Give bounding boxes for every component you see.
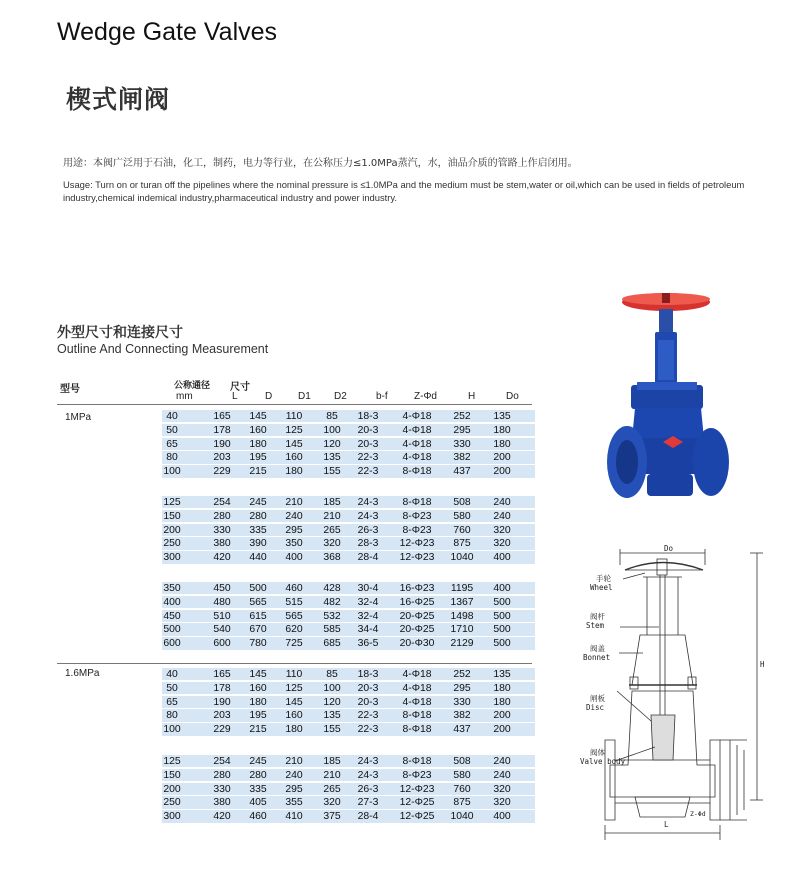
dim-label-h: H xyxy=(760,660,765,669)
table-block xyxy=(165,755,535,824)
table-cell: 245 xyxy=(249,756,267,767)
table-cell: 125 xyxy=(163,756,181,767)
table-cell: 18-3 xyxy=(357,669,379,680)
table-cell: 203 xyxy=(213,710,231,722)
table-cell: 350 xyxy=(285,538,303,550)
table-cell: 185 xyxy=(323,497,341,508)
table-cell: 440 xyxy=(249,552,267,564)
table-cell: 135 xyxy=(493,669,511,680)
table-cell: 8-Φ18 xyxy=(402,710,432,722)
table-cell: 120 xyxy=(323,438,341,450)
table-cell: 203 xyxy=(213,452,231,464)
col-header-2: D1 xyxy=(298,391,311,402)
table-cell: 515 xyxy=(285,596,303,608)
table-cell: 540 xyxy=(213,624,231,636)
table-row xyxy=(165,610,535,624)
table-cell: 368 xyxy=(323,552,341,564)
table-cell: 195 xyxy=(249,452,267,464)
table-row xyxy=(165,551,535,565)
table-cell: 200 xyxy=(163,524,181,536)
label-body-cn: 阀体 xyxy=(590,748,605,757)
table-cell: 190 xyxy=(213,438,231,450)
table-cell: 265 xyxy=(323,783,341,795)
table-cell: 4-Φ18 xyxy=(402,696,432,708)
table-cell: 180 xyxy=(285,466,303,478)
table-cell: 320 xyxy=(323,797,341,809)
col-header-model: 型号 xyxy=(60,384,80,395)
table-cell: 8-Φ18 xyxy=(402,466,432,478)
group-divider xyxy=(57,663,532,664)
table-cell: 508 xyxy=(453,756,471,767)
table-cell: 20-Φ25 xyxy=(399,624,435,636)
table-cell: 335 xyxy=(249,524,267,536)
table-cell: 22-3 xyxy=(357,724,379,736)
table-cell: 508 xyxy=(453,497,471,508)
table-cell: 110 xyxy=(285,669,303,680)
table-cell: 280 xyxy=(213,510,231,522)
table-cell: 335 xyxy=(249,783,267,795)
table-cell: 200 xyxy=(163,783,181,795)
table-cell: 200 xyxy=(493,466,511,478)
table-cell: 380 xyxy=(213,797,231,809)
table-cell: 760 xyxy=(453,524,471,536)
table-cell: 8-Φ18 xyxy=(402,724,432,736)
table-cell: 28-3 xyxy=(357,538,379,550)
table-cell: 210 xyxy=(285,756,303,767)
table-cell: 180 xyxy=(285,724,303,736)
table-cell: 160 xyxy=(285,452,303,464)
table-cell: 4-Φ18 xyxy=(402,438,432,450)
table-cell: 252 xyxy=(453,669,471,680)
table-cell: 100 xyxy=(163,724,181,736)
table-cell: 150 xyxy=(163,769,181,781)
table-cell: 4-Φ18 xyxy=(402,682,432,694)
table-cell: 4-Φ18 xyxy=(402,669,432,680)
table-row xyxy=(165,438,535,452)
table-cell: 400 xyxy=(163,596,181,608)
table-cell: 229 xyxy=(213,724,231,736)
table-cell: 725 xyxy=(285,638,303,650)
table-cell: 12-Φ23 xyxy=(399,538,435,550)
table-cell: 240 xyxy=(493,510,511,522)
table-row xyxy=(165,769,535,783)
table-cell: 22-3 xyxy=(357,452,379,464)
table-cell: 65 xyxy=(166,438,178,450)
table-cell: 437 xyxy=(453,466,471,478)
table-cell: 500 xyxy=(493,624,511,636)
table-row xyxy=(165,596,535,610)
table-cell: 200 xyxy=(493,710,511,722)
table-cell: 125 xyxy=(285,424,303,436)
table-cell: 330 xyxy=(453,438,471,450)
table-cell: 450 xyxy=(213,583,231,594)
table-cell: 12-Φ23 xyxy=(399,783,435,795)
table-cell: 240 xyxy=(493,497,511,508)
table-cell: 280 xyxy=(213,769,231,781)
section-title-english: Outline And Connecting Measurement xyxy=(57,342,269,356)
table-cell: 254 xyxy=(213,497,231,508)
table-cell: 180 xyxy=(249,696,267,708)
page-title-chinese: 楔式闸阀 xyxy=(66,85,171,114)
table-cell: 178 xyxy=(213,424,231,436)
table-cell: 145 xyxy=(285,438,303,450)
table-cell: 12-Φ23 xyxy=(399,552,435,564)
table-cell: 375 xyxy=(323,811,341,823)
table-cell: 615 xyxy=(249,610,267,622)
table-cell: 210 xyxy=(323,769,341,781)
table-cell: 100 xyxy=(323,424,341,436)
table-cell: 135 xyxy=(323,452,341,464)
table-cell: 180 xyxy=(493,696,511,708)
label-body-en: Valve body xyxy=(580,757,626,766)
col-header-nominal-diameter-unit: mm xyxy=(176,391,193,402)
page-title: Wedge Gate Valves xyxy=(57,18,278,46)
table-cell: 580 xyxy=(453,510,471,522)
table-cell: 565 xyxy=(285,610,303,622)
table-cell: 40 xyxy=(166,411,178,422)
table-cell: 437 xyxy=(453,724,471,736)
table-cell: 320 xyxy=(493,538,511,550)
table-cell: 600 xyxy=(213,638,231,650)
table-cell: 20-Φ25 xyxy=(399,610,435,622)
table-cell: 320 xyxy=(493,783,511,795)
label-disc-en: Disc xyxy=(586,703,605,712)
table-cell: 24-3 xyxy=(357,497,379,508)
table-cell: 8-Φ18 xyxy=(402,497,432,508)
table-cell: 180 xyxy=(493,682,511,694)
table-cell: 160 xyxy=(285,710,303,722)
table-cell: 420 xyxy=(213,552,231,564)
table-cell: 12-Φ25 xyxy=(399,797,435,809)
table-cell: 27-3 xyxy=(357,797,379,809)
table-cell: 4-Φ18 xyxy=(402,452,432,464)
table-block xyxy=(165,410,535,479)
table-cell: 180 xyxy=(249,438,267,450)
table-cell: 330 xyxy=(213,783,231,795)
valve-cross-section-drawing xyxy=(585,545,785,845)
table-cell: 155 xyxy=(323,466,341,478)
table-cell: 410 xyxy=(285,811,303,823)
table-block xyxy=(165,582,535,651)
table-cell: 215 xyxy=(249,466,267,478)
table-row xyxy=(165,783,535,797)
table-cell: 1040 xyxy=(450,811,474,823)
table-cell: 180 xyxy=(493,424,511,436)
table-cell: 295 xyxy=(453,424,471,436)
table-cell: 382 xyxy=(453,452,471,464)
table-cell: 65 xyxy=(166,696,178,708)
table-cell: 80 xyxy=(166,452,178,464)
table-cell: 80 xyxy=(166,710,178,722)
table-cell: 165 xyxy=(213,411,231,422)
table-row xyxy=(165,723,535,737)
table-cell: 670 xyxy=(249,624,267,636)
table-cell: 110 xyxy=(285,411,303,422)
table-cell: 510 xyxy=(213,610,231,622)
table-cell: 120 xyxy=(323,696,341,708)
table-cell: 1498 xyxy=(450,610,474,622)
table-cell: 210 xyxy=(285,497,303,508)
table-cell: 32-4 xyxy=(357,610,379,622)
usage-text-chinese: 用途：本阀广泛用于石油，化工，制药，电力等行业，在公称压力≤1.0MPa蒸汽，水，油品介质的管路上作启闭用。 xyxy=(63,158,578,169)
table-cell: 135 xyxy=(493,411,511,422)
table-cell: 24-3 xyxy=(357,769,379,781)
table-cell: 22-3 xyxy=(357,710,379,722)
table-cell: 4-Φ18 xyxy=(402,411,432,422)
table-cell: 160 xyxy=(249,682,267,694)
label-wheel-en: Wheel xyxy=(590,583,613,592)
table-cell: 280 xyxy=(249,769,267,781)
table-cell: 34-4 xyxy=(357,624,379,636)
table-cell: 28-4 xyxy=(357,552,379,564)
table-cell: 1195 xyxy=(450,583,474,594)
table-cell: 8-Φ23 xyxy=(402,769,432,781)
table-cell: 320 xyxy=(323,538,341,550)
table-row xyxy=(165,582,535,596)
table-cell: 245 xyxy=(249,497,267,508)
table-cell: 135 xyxy=(323,710,341,722)
table-cell: 320 xyxy=(493,524,511,536)
table-cell: 295 xyxy=(285,783,303,795)
table-cell: 32-4 xyxy=(357,596,379,608)
table-row xyxy=(165,623,535,637)
table-cell: 24-3 xyxy=(357,510,379,522)
table-cell: 400 xyxy=(285,552,303,564)
table-row xyxy=(165,424,535,438)
table-cell: 500 xyxy=(493,638,511,650)
table-cell: 125 xyxy=(163,497,181,508)
table-cell: 500 xyxy=(493,596,511,608)
table-cell: 85 xyxy=(326,669,338,680)
table-cell: 330 xyxy=(213,524,231,536)
table-cell: 382 xyxy=(453,710,471,722)
table-cell: 40 xyxy=(166,669,178,680)
table-cell: 16-Φ23 xyxy=(399,583,435,594)
table-cell: 1710 xyxy=(450,624,474,636)
table-cell: 250 xyxy=(163,538,181,550)
table-cell: 100 xyxy=(163,466,181,478)
group-label-1-6mpa: 1.6MPa xyxy=(65,668,100,679)
table-cell: 252 xyxy=(453,411,471,422)
table-cell: 300 xyxy=(163,552,181,564)
table-cell: 760 xyxy=(453,783,471,795)
table-cell: 875 xyxy=(453,538,471,550)
table-cell: 565 xyxy=(249,596,267,608)
valve-photo xyxy=(603,290,733,525)
table-cell: 165 xyxy=(213,669,231,680)
table-cell: 215 xyxy=(249,724,267,736)
table-cell: 380 xyxy=(213,538,231,550)
label-wheel-cn: 手轮 xyxy=(596,574,611,583)
table-cell: 229 xyxy=(213,466,231,478)
table-cell: 780 xyxy=(249,638,267,650)
col-header-6: H xyxy=(468,391,476,402)
table-cell: 500 xyxy=(163,624,181,636)
table-cell: 400 xyxy=(493,552,511,564)
table-cell: 320 xyxy=(493,797,511,809)
table-cell: 355 xyxy=(285,797,303,809)
table-row xyxy=(165,696,535,710)
table-cell: 295 xyxy=(453,682,471,694)
table-row xyxy=(165,796,535,810)
col-header-0: L xyxy=(232,391,238,402)
table-block xyxy=(165,496,535,565)
table-row xyxy=(165,537,535,551)
table-row xyxy=(165,668,535,682)
table-cell: 4-Φ18 xyxy=(402,424,432,436)
dim-label-zd: Z-Φd xyxy=(690,810,706,818)
col-header-nominal-diameter: 公称通径 xyxy=(174,380,211,390)
header-divider xyxy=(57,404,532,405)
table-cell: 500 xyxy=(249,583,267,594)
table-cell: 26-3 xyxy=(357,524,379,536)
table-cell: 185 xyxy=(323,756,341,767)
table-cell: 16-Φ25 xyxy=(399,596,435,608)
table-cell: 240 xyxy=(493,756,511,767)
table-cell: 585 xyxy=(323,624,341,636)
col-header-size: 尺寸 xyxy=(230,382,250,393)
table-cell: 450 xyxy=(163,610,181,622)
dim-label-do: Do xyxy=(664,544,674,553)
table-cell: 1040 xyxy=(450,552,474,564)
table-cell: 350 xyxy=(163,583,181,594)
usage-text-english: Usage: Turn on or turan off the pipelines where the nominal pressure is ≤1.0MPa and the medium must be stem,water or oil,which can be used in fields of petroleum industry,chemical indemical industry,pharmaceutical industry and power industry. xyxy=(63,179,745,203)
table-cell: 195 xyxy=(249,710,267,722)
table-cell: 240 xyxy=(285,510,303,522)
table-cell: 280 xyxy=(249,510,267,522)
table-cell: 100 xyxy=(323,682,341,694)
table-cell: 200 xyxy=(493,724,511,736)
dim-label-l: L xyxy=(664,820,669,829)
table-cell: 620 xyxy=(285,624,303,636)
table-cell: 125 xyxy=(285,682,303,694)
table-cell: 178 xyxy=(213,682,231,694)
table-cell: 460 xyxy=(285,583,303,594)
table-cell: 400 xyxy=(493,583,511,594)
table-cell: 30-4 xyxy=(357,583,379,594)
table-cell: 12-Φ25 xyxy=(399,811,435,823)
table-row xyxy=(165,510,535,524)
label-disc-cn: 闸板 xyxy=(590,694,605,703)
table-cell: 482 xyxy=(323,596,341,608)
table-cell: 428 xyxy=(323,583,341,594)
table-cell: 18-3 xyxy=(357,411,379,422)
table-block xyxy=(165,668,535,737)
table-row xyxy=(165,496,535,510)
table-cell: 390 xyxy=(249,538,267,550)
label-stem-en: Stem xyxy=(586,621,605,630)
table-row xyxy=(165,410,535,424)
table-row xyxy=(165,709,535,723)
table-cell: 160 xyxy=(249,424,267,436)
table-cell: 480 xyxy=(213,596,231,608)
table-row xyxy=(165,755,535,769)
table-cell: 26-3 xyxy=(357,783,379,795)
table-cell: 145 xyxy=(249,411,267,422)
table-cell: 300 xyxy=(163,811,181,823)
table-cell: 200 xyxy=(493,452,511,464)
table-row xyxy=(165,637,535,651)
col-header-3: D2 xyxy=(334,391,347,402)
table-cell: 254 xyxy=(213,756,231,767)
table-cell: 85 xyxy=(326,411,338,422)
table-cell: 180 xyxy=(493,438,511,450)
table-cell: 460 xyxy=(249,811,267,823)
table-cell: 36-5 xyxy=(357,638,379,650)
table-row xyxy=(165,524,535,538)
table-cell: 580 xyxy=(453,769,471,781)
table-cell: 240 xyxy=(493,769,511,781)
table-cell: 145 xyxy=(285,696,303,708)
table-cell: 532 xyxy=(323,610,341,622)
table-cell: 22-3 xyxy=(357,466,379,478)
table-cell: 8-Φ23 xyxy=(402,510,432,522)
table-cell: 1367 xyxy=(450,596,474,608)
table-cell: 50 xyxy=(166,424,178,436)
table-cell: 295 xyxy=(285,524,303,536)
section-title-chinese: 外型尺寸和连接尺寸 xyxy=(57,325,183,341)
table-row xyxy=(165,810,535,824)
table-cell: 155 xyxy=(323,724,341,736)
table-cell: 20-3 xyxy=(357,424,379,436)
col-header-1: D xyxy=(265,391,273,402)
table-cell: 150 xyxy=(163,510,181,522)
table-cell: 20-3 xyxy=(357,696,379,708)
label-bonnet-en: Bonnet xyxy=(583,653,611,662)
table-cell: 50 xyxy=(166,682,178,694)
table-row xyxy=(165,451,535,465)
table-cell: 210 xyxy=(323,510,341,522)
table-cell: 20-Φ30 xyxy=(399,638,435,650)
table-cell: 20-3 xyxy=(357,438,379,450)
label-bonnet-cn: 阀盖 xyxy=(590,644,605,653)
col-header-7: Do xyxy=(506,391,519,402)
table-cell: 500 xyxy=(493,610,511,622)
table-cell: 2129 xyxy=(450,638,474,650)
table-row xyxy=(165,465,535,479)
table-cell: 400 xyxy=(493,811,511,823)
table-row xyxy=(165,682,535,696)
table-cell: 420 xyxy=(213,811,231,823)
table-cell: 250 xyxy=(163,797,181,809)
table-cell: 8-Φ23 xyxy=(402,524,432,536)
table-cell: 28-4 xyxy=(357,811,379,823)
label-stem-cn: 阀杆 xyxy=(590,612,605,621)
table-cell: 685 xyxy=(323,638,341,650)
table-cell: 24-3 xyxy=(357,756,379,767)
group-label-1mpa: 1MPa xyxy=(65,412,92,423)
table-cell: 330 xyxy=(453,696,471,708)
col-header-4: b-f xyxy=(376,391,388,402)
table-cell: 20-3 xyxy=(357,682,379,694)
table-cell: 875 xyxy=(453,797,471,809)
table-cell: 190 xyxy=(213,696,231,708)
table-cell: 145 xyxy=(249,669,267,680)
table-cell: 8-Φ18 xyxy=(402,756,432,767)
table-cell: 265 xyxy=(323,524,341,536)
table-cell: 405 xyxy=(249,797,267,809)
table-cell: 600 xyxy=(163,638,181,650)
table-cell: 240 xyxy=(285,769,303,781)
col-header-5: Z-Φd xyxy=(414,391,437,402)
